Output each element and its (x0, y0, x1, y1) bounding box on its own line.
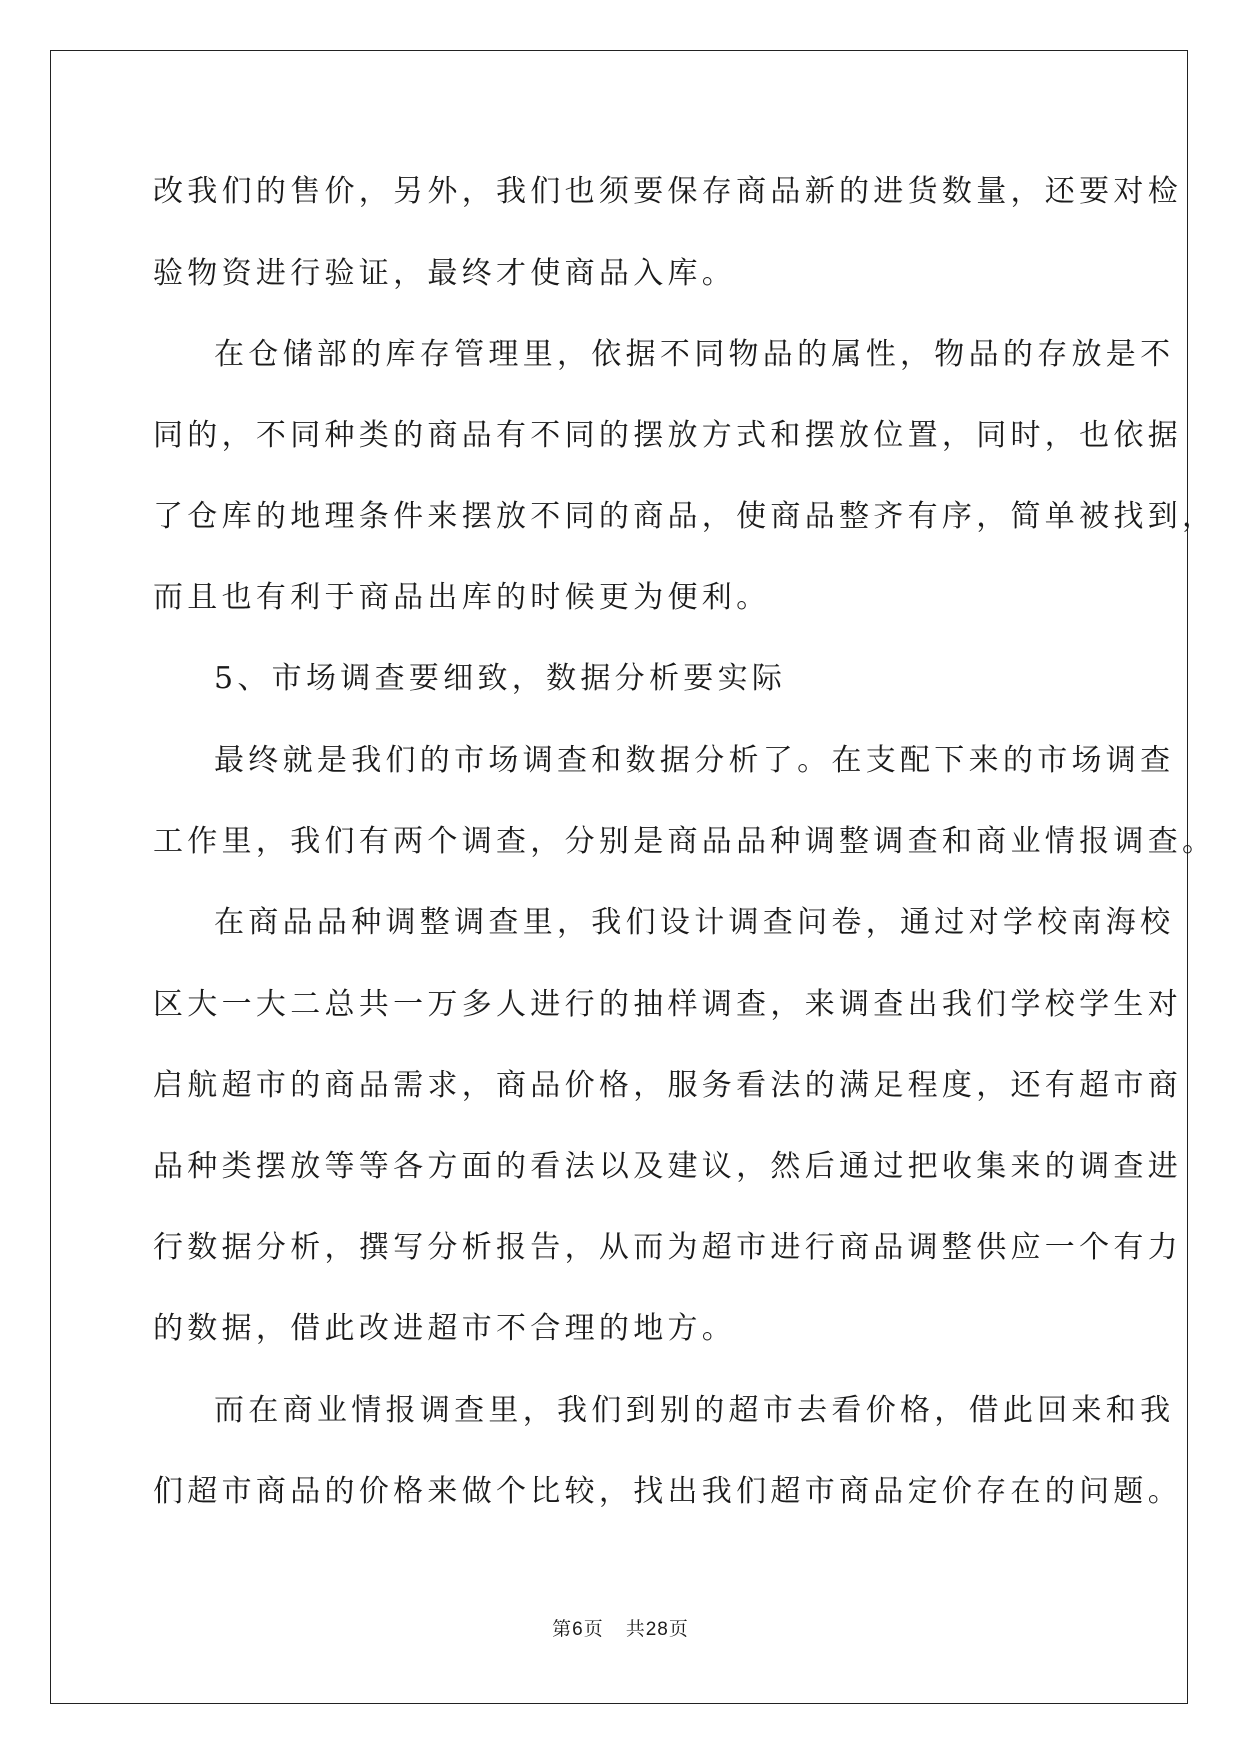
total-suffix: 页 (668, 1618, 689, 1640)
text-line: 了仓库的地理条件来摆放不同的商品，使商品整齐有序，简单被找到， (153, 499, 1217, 534)
page-footer (0, 1617, 1241, 1642)
text-line: 工作里，我们有两个调查，分别是商品品种调整调查和商业情报调查。 (153, 824, 1217, 859)
text-line: 验物资进行验证，最终才使商品入库。 (153, 256, 737, 291)
text-line: 在商品品种调整调查里，我们设计调查问卷，通过对学校南海校 (214, 905, 1175, 940)
text-line: 启航超市的商品需求，商品价格，服务看法的满足程度，还有超市商 (153, 1068, 1182, 1103)
text-line: 最终就是我们的市场调查和数据分析了。在支配下来的市场调查 (214, 743, 1175, 778)
total-pages: 28 (645, 1619, 669, 1640)
text-line: 行数据分析，撰写分析报告，从而为超市进行商品调整供应一个有力 (153, 1230, 1182, 1265)
text-line: 改我们的售价，另外，我们也须要保存商品新的进货数量，还要对检 (153, 174, 1182, 209)
section-heading: 5、市场调查要细致，数据分析要实际 (214, 661, 787, 696)
text-line: 们超市商品的价格来做个比较，找出我们超市商品定价存在的问题。 (153, 1474, 1182, 1509)
page-prefix: 第 (552, 1618, 573, 1640)
text-line: 的数据，借此改进超市不合理的地方。 (153, 1311, 737, 1346)
page-number: 6 (572, 1619, 584, 1640)
text-line: 区大一大二总共一万多人进行的抽样调查，来调查出我们学校学生对 (153, 987, 1182, 1022)
text-line: 品种类摆放等等各方面的看法以及建议，然后通过把收集来的调查进 (153, 1149, 1182, 1184)
text-line: 而在商业情报调查里，我们到别的超市去看价格，借此回来和我 (214, 1393, 1175, 1428)
text-line: 而且也有利于商品出库的时候更为便利。 (153, 580, 771, 615)
text-line: 同的，不同种类的商品有不同的摆放方式和摆放位置，同时，也依据 (153, 418, 1182, 453)
page-suffix: 页 (583, 1618, 604, 1640)
total-prefix: 共 (625, 1618, 646, 1640)
text-line: 在仓储部的库存管理里，依据不同物品的属性，物品的存放是不 (214, 337, 1175, 372)
page-border (50, 50, 1188, 1704)
